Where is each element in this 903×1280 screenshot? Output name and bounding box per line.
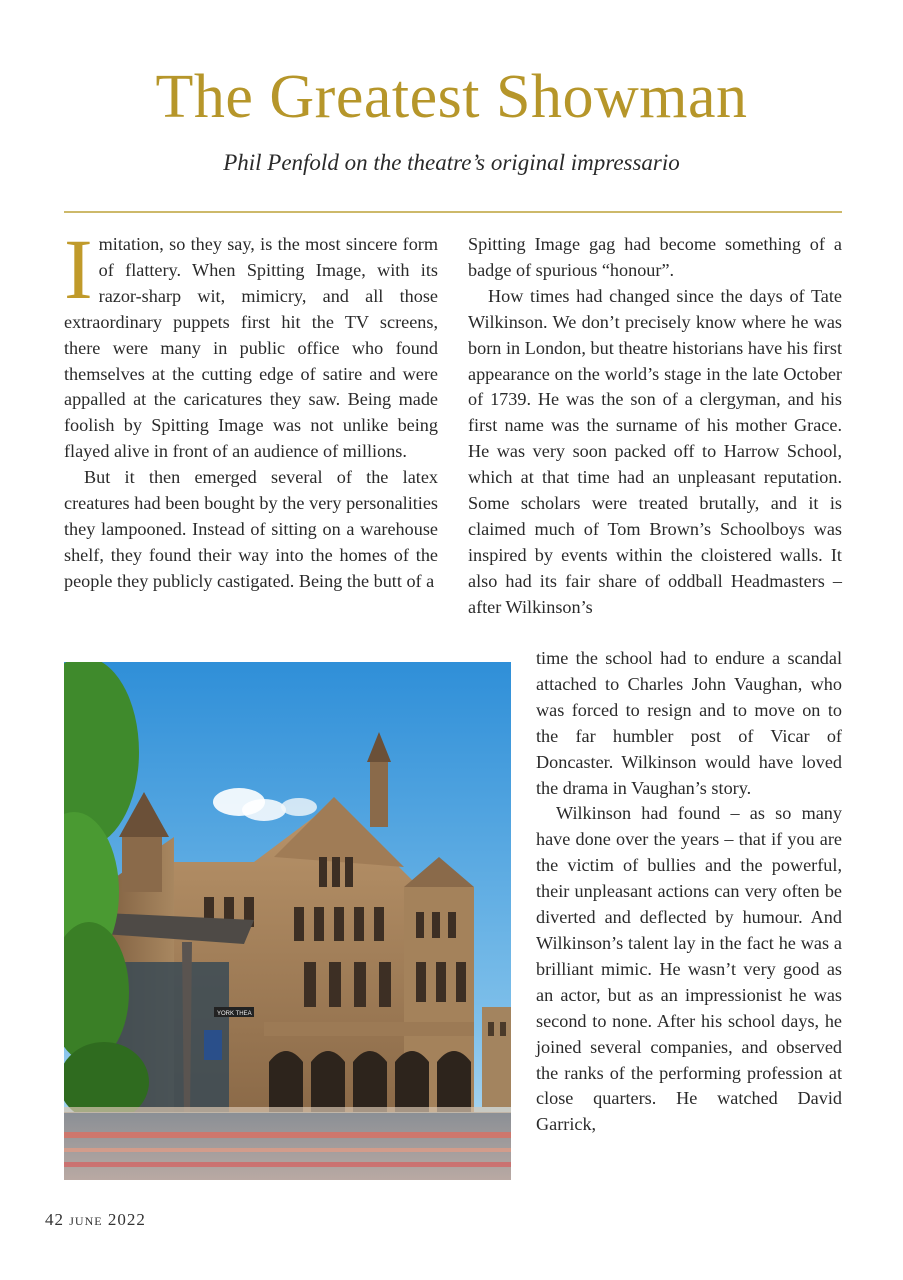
article-title: The Greatest Showman: [155, 63, 748, 131]
article-paragraph-3: How times had changed since the days of Tate Wilkinson. We don’t precisely know where he was born in London, but theatre historians have his first appearance on the world’s stage in the late October of 1739. He was the son of a clergyman, and his first name was the surname of his mother Grace. He was very soon packed off to Harrow School, which at that time had an unpleasant reputation. Some scholars were treated brutally, and it is claimed much of Tom Brown’s Schoolboys was inspired by events within the cloistered walls. It also had its fair share of oddball Headmasters – after Wilkinson’s: [468, 285, 842, 617]
paragraph-1-text: mitation, so they say, is the most sincere form of flattery. When Spitting Image, with its razor-sharp wit, mimicry, and all those extraordinary puppets first hit the TV screens, there were many in public office who found themselves at the cutting edge of satire and were appalled at the caricatures they saw. Being made foolish by Spitting Image was not unlike being flayed alive in front of an audience of millions.: [64, 234, 438, 462]
theatre-sign-text: YORK THEA: [217, 1011, 252, 1017]
article-paragraph-1: [64, 221, 438, 465]
article-paragraph-4: Wilkinson had found – as so many have done over the years – that if you are the victim of bullies and the powerful, their unpleasant actions can very often be diverted and deflected by humour. And Wilkinson’s talent lay in the fact he was a brilliant mimic. He wasn’t very good as an actor, but as an impressionist he was second to none. After his school days, he joined several companies, and observed the ranks of the performing profession at close quarters. He watched David Garrick,: [536, 803, 842, 1135]
issue-date: june 2022: [69, 1210, 146, 1229]
article-paragraph-2: But it then emerged several of the latex creatures had been bought by the very personalities they lampooned. Instead of sitting on a warehouse shelf, they found their way into the homes of the people they publicly castigated. Being the butt of a: [64, 467, 438, 591]
article-paragraph-2-cont: Spitting Image gag had become something of a badge of spurious “honour”.: [468, 234, 842, 280]
page-number: 42: [45, 1210, 64, 1229]
drop-cap: I: [64, 221, 93, 317]
text-column-narrow: [536, 646, 842, 1138]
text-column-left: [64, 221, 438, 595]
theatre-photo: [64, 662, 511, 1180]
text-column-right: [468, 232, 842, 621]
title-divider: [64, 211, 842, 213]
page-footer: [45, 1210, 146, 1230]
article-subtitle: Phil Penfold on the theatre’s original impressario: [223, 150, 680, 175]
article-paragraph-3-cont: time the school had to endure a scandal attached to Charles John Vaughan, who was forced to resign and to move on to the far humbler post of Vicar of Doncaster. Wilkinson would have loved the drama in Vaughan’s story.: [536, 648, 842, 798]
